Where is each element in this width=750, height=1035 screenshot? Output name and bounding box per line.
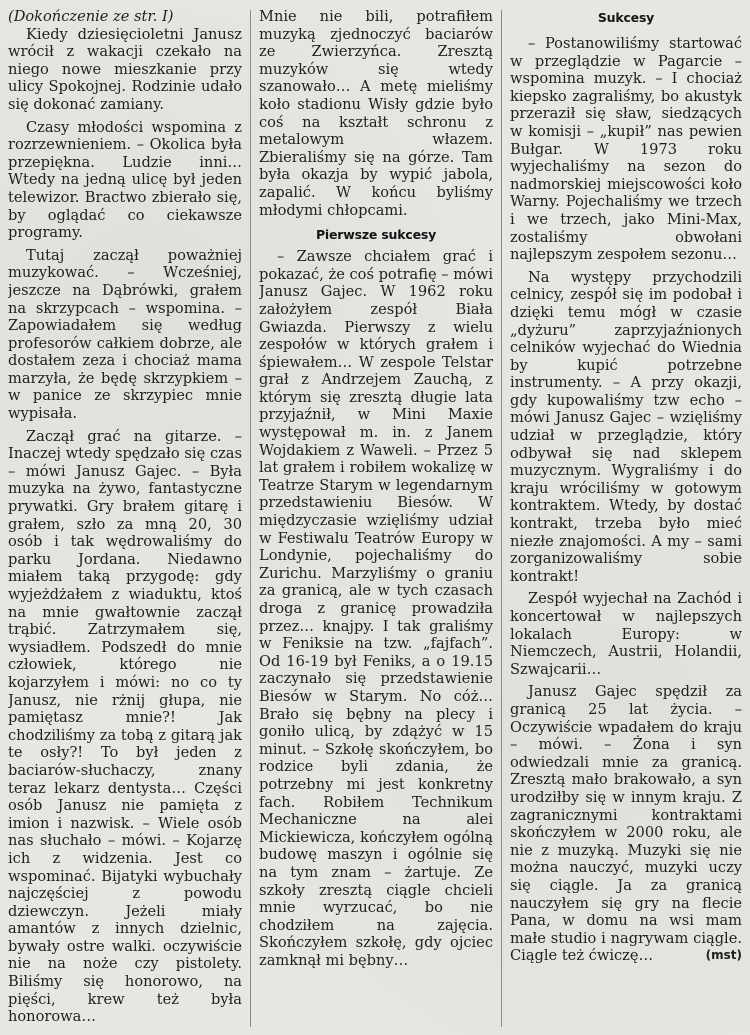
continuation-note: (Dokończenie ze str. I) — [8, 8, 174, 25]
paragraph: Zespół wyjechał na Zachód i koncertował w najlepszych lokalach Europy: w Niemczech, Austrii, Holandii, Szwajcarii… — [510, 590, 742, 678]
paragraph: – Postanowiliśmy startować w przeglądzie w Pagarcie – wspomina muzyk. – I chociaż kiepsko zagraliśmy, bo akustyk przeraził się sław, siedzących w komisji – „kupił” nas pewien Bułgar. W 1973 roku wyjechaliśmy na sezon do nadmorskiej miejscowości koło Warny. Pojechaliśmy we trzech i we trzech, jako Mini-Max, zostaliśmy obwołani najlepszym zespołem sezonu… — [510, 35, 742, 264]
paragraph: Czasy młodości wspomina z rozrzewnieniem. – Okolica była przepiękna. Ludzie inni… Wtedy na jedną ulicę był jeden telewizor. Bractwo zbierało się, by oglądać co ciekawsze programy. — [8, 118, 242, 242]
column-divider — [501, 10, 502, 1027]
paragraph: Kiedy dziesięcioletni Janusz wrócił z wakacji czekało na niego nowe mieszkanie przy ulicy Spokojnej. Rodzinie udało się dokonać zamiany. — [8, 25, 242, 113]
paragraph: Na występy przychodzili celnicy, zespół się im podobał i dzięki temu mógł w czasie „dyżuru” zaprzyjaźnionych celników wyjechać do Wiednia by kupić potrzebne instrumenty. – A przy okazji, gdy kupowaliśmy tzw echo – mówi Janusz Gajec – wzięliśmy udział w przeglądzie, który odbywał się nad sklepem muzycznym. Wygraliśmy i do kraju wróciliśmy w gotowym kontraktem. Wtedy, by dostać kontrakt, trzeba było mieć niezłe znajomości. A my – sami zorganizowaliśmy sobie kontrakt! — [510, 268, 742, 585]
author-signature: (mst) — [705, 948, 742, 963]
paragraph-final — [510, 683, 742, 965]
article-column-3 — [510, 8, 742, 1031]
paragraph: Tutaj zaczął poważniej muzykować. – Wcześniej, jeszcze na Dąbrówki, grałem na skrzypcach – wspomina. – Zapowiadałem się według profesorów całkiem dobrze, ale dostałem zeza i chociaż mama marzyła, że będę skrzypkiem – w panice ze skrzypiec mnie wypisała. — [8, 246, 242, 423]
column-divider — [250, 10, 251, 1027]
section-heading: Pierwsze sukcesy — [315, 227, 437, 243]
paragraph-text: Janusz Gajec spędził za granicą 25 lat życia. – Oczywiście wpadałem do kraju – mówi. – Żona i syn odwiedzali mnie za granicą. Zresztą mało brakowało, a syn urodziłby się w innym kraju. Z zagranicznymi kontraktami skończyłem w 2000 roku, ale nie z muzyką. Muzyki się nie można nauczyć, muzyki uczy się ciągle. Ja za granicą nauczyłem się gry na flecie Pana, w domu na wsi mam małe studio i nagrywam ciągle. Ciągle też ćwiczę… — [510, 683, 742, 965]
article-column-1 — [8, 8, 242, 1031]
paragraph: Zaczął grać na gitarze. – Inaczej wtedy spędzało się czas – mówi Janusz Gajec. – Była muzyka na żywo, fantastyczne prywatki. Gry brałem gitarę i grałem, szło za mną 20, 30 osób i tak wędrowaliśmy do parku Jordana. Niedawno miałem taką przygodę: gdy wyjeżdżałem z wiaduktu, ktoś na mnie gwałtownie zaczął trąbić. Zatrzymałem się, wysiadłem. Podszedł do mnie człowiek, którego nie kojarzyłem i mówi: no co ty Janusz, nie rżnij głupa, nie pamiętasz mnie?! Jak chodziliśmy za tobą z gitarą jak te osły?! To był jeden z baciarów-słuchaczy, znany teraz lekarz dentysta… Części osób Janusz nie pamięta z imion i nazwisk. – Wiele osób nas słuchało – mówi. – Kojarzę ich z widzenia. Jest co wspominać. Bijatyki wybuchały najczęściej z powodu dziewczyn. Jeżeli miały amantów z innych dzielnic, bywały ostre walki. oczywiście nie na noże czy pistolety. Biliśmy się honorowo, na pięści, krew też była honorowa… — [8, 427, 242, 1026]
section-heading: Sukcesy — [597, 10, 655, 25]
article-column-2 — [259, 8, 493, 1031]
paragraph: Mnie nie bili, potrafiłem muzyką zjednoczyć baciarów ze Zwierzyńca. Zresztą muzyków się wtedy szanowało… A metę mieliśmy koło stadionu Wisły gdzie było coś na kształt schronu z metalowym włazem. Zbieraliśmy się na górze. Tam była okazja by wypić jabola, zapalić. W końcu byliśmy młodymi chłopcami. — [259, 8, 493, 219]
paragraph: – Zawsze chciałem grać i pokazać, że coś potrafię – mówi Janusz Gajec. W 1962 roku założyłem zespół Biała Gwiazda. Pierwszy z wielu zespołów w których grałem i śpiewałem… W zespole Telstar grał z Andrzejem Zauchą, z którym się zresztą długie lata przyjaźnił, w Mini Maxie występował m. in. z Janem Wojdakiem z Waweli. – Przez 5 lat grałem i robiłem wokalizę w Teatrze Starym w legendarnym przedstawieniu Biesów. W międzyczasie wzięliśmy udział w Festiwalu Teatrów Europy w Londynie, pojechaliśmy do Zurichu. Marzyliśmy o graniu za granicą, ale w tych czasach droga z granicę prowadziła przez… knajpy. I tak graliśmy w Feniksie na tzw. „fajfach”. Od 16-19 był Feniks, a o 19.15 zaczynało się przedstawienie Biesów w Starym. No cóż… Brało się bębny na plecy i goniło ulicą, by zdążyć w 15 minut. – Szkołę skończyłem, bo rodzice byli zdania, że potrzebny mi jest konkretny fach. Robiłem Technikum Mechaniczne na alei Mickiewicza, kończyłem ogólną budowę maszyn i ogólnie się na tym znam – żartuje. Ze szkoły zresztą ciągle chcieli mnie wyrzucać, bo nie chodziłem na zajęcia. Skończyłem szkołę, gdy ojciec zamknął mi bębny… — [259, 248, 493, 969]
